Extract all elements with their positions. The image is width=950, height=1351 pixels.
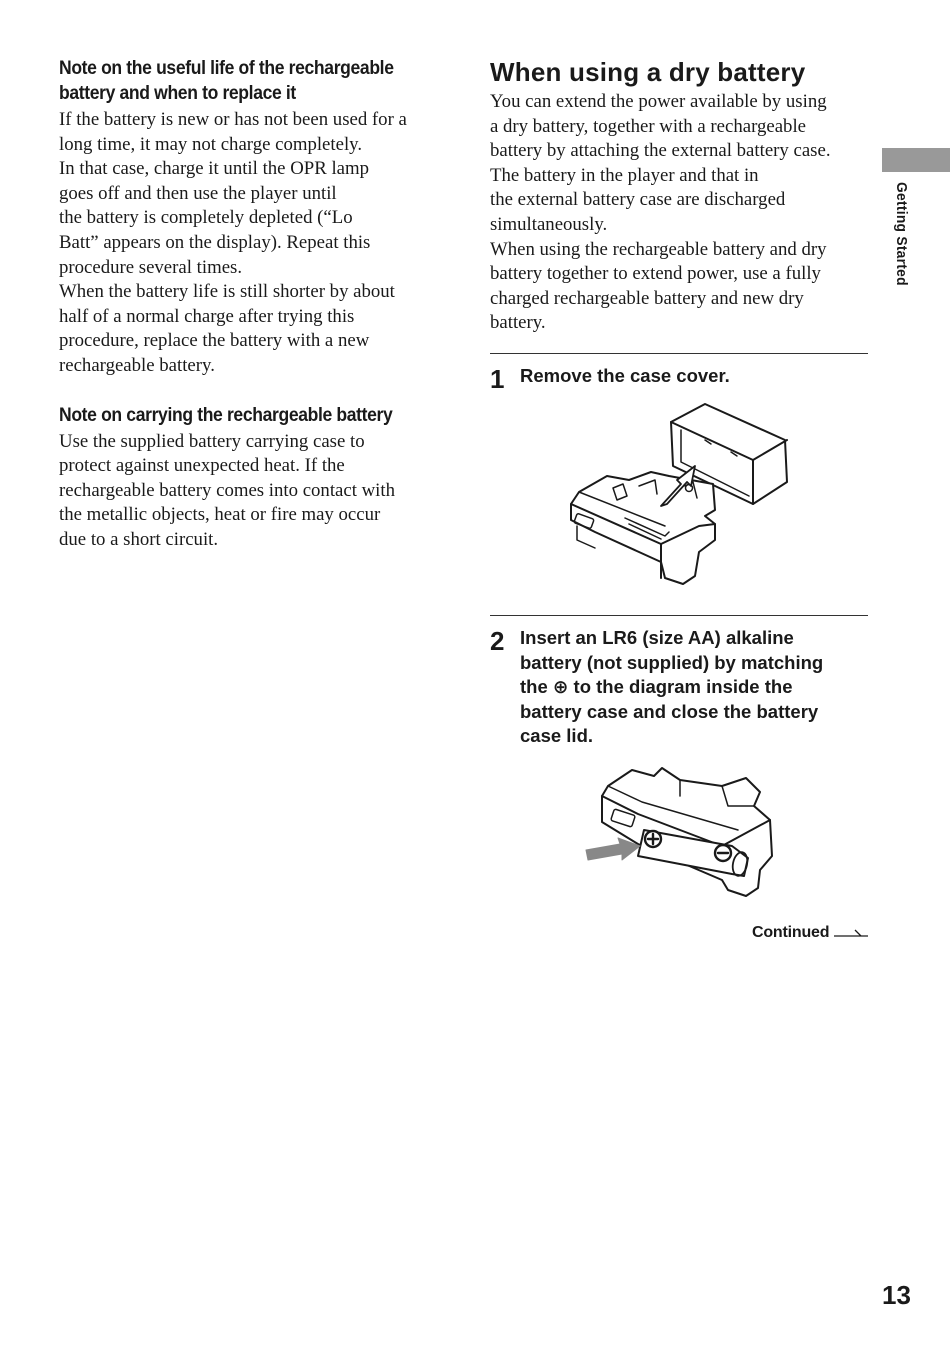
- step-line: case lid.: [520, 725, 594, 747]
- body-line: half of a normal charge after trying this: [59, 305, 355, 327]
- body-line: the metallic objects, heat or fire may occur: [59, 504, 381, 526]
- body-line: simultaneously.: [490, 213, 608, 235]
- step-divider: [490, 353, 868, 354]
- step-divider: [490, 615, 868, 616]
- body-line: The battery in the player and that in: [490, 164, 759, 186]
- remove-case-cover-illustration: [565, 400, 795, 590]
- step-line: battery case and close the battery: [520, 700, 819, 722]
- body-line: rechargeable battery comes into contact with: [59, 479, 396, 501]
- note-carrying-heading: Note on carrying the rechargeable battery: [59, 403, 393, 426]
- step-1: [490, 364, 870, 394]
- step-line: the ⊕ to the diagram inside the: [520, 676, 793, 698]
- body-line: procedure, replace the battery with a new: [59, 330, 370, 352]
- body-line: rechargeable battery.: [59, 354, 215, 376]
- body-line: charged rechargeable battery and new dry: [490, 287, 804, 309]
- section-intro: [490, 90, 870, 336]
- body-line: procedure several times.: [59, 256, 243, 278]
- note-useful-life: [59, 56, 444, 379]
- step-number: 2: [490, 626, 505, 656]
- body-line: You can extend the power available by using: [490, 91, 827, 112]
- right-column: [490, 56, 870, 336]
- body-line: protect against unexpected heat. If the: [59, 455, 345, 477]
- body-line: battery together to extend power, use a fully: [490, 263, 821, 285]
- body-line: battery by attaching the external battery case.: [490, 140, 831, 162]
- body-line: goes off and then use the player until: [59, 182, 337, 204]
- left-column: [59, 56, 444, 553]
- continued-indicator: [752, 924, 869, 942]
- continued-arrow-icon: [833, 927, 869, 939]
- section-tab-marker: [882, 148, 950, 172]
- heading-line: Note on the useful life of the rechargeable: [59, 57, 394, 79]
- note-carrying-body: [59, 430, 444, 553]
- section-title: When using a dry battery: [490, 57, 806, 87]
- step-line: Remove the case cover.: [520, 365, 730, 386]
- body-line: Use the supplied battery carrying case to: [59, 430, 365, 452]
- body-line: the battery is completely depleted (“Lo: [59, 207, 353, 229]
- body-line: long time, it may not charge completely.: [59, 133, 363, 155]
- body-line: When using the rechargeable battery and dry: [490, 238, 827, 260]
- body-line: the external battery case are discharged: [490, 189, 786, 211]
- continued-label: Continued: [752, 924, 830, 941]
- body-line: If the battery is new or has not been used for a: [59, 109, 407, 130]
- body-line: a dry battery, together with a rechargeable: [490, 115, 806, 137]
- page-number: 13: [882, 1280, 911, 1310]
- step-text: [520, 626, 870, 749]
- note-useful-life-body: [59, 108, 444, 379]
- body-line: due to a short circuit.: [59, 528, 219, 550]
- step-2: [490, 626, 870, 749]
- section-tab-label: Getting Started: [893, 182, 910, 286]
- step-line: Insert an LR6 (size AA) alkaline: [520, 627, 794, 648]
- note-carrying: [59, 403, 444, 553]
- step-line: battery (not supplied) by matching: [520, 651, 824, 673]
- body-line: battery.: [490, 312, 546, 334]
- insert-battery-illustration: [582, 760, 782, 905]
- body-line: In that case, charge it until the OPR lamp: [59, 158, 369, 180]
- step-number: 1: [490, 364, 505, 394]
- heading-line: battery and when to replace it: [59, 82, 296, 104]
- note-useful-life-heading: [59, 56, 437, 106]
- body-line: Batt” appears on the display). Repeat this: [59, 231, 371, 253]
- step-text: [520, 364, 870, 389]
- body-line: When the battery life is still shorter by about: [59, 281, 395, 303]
